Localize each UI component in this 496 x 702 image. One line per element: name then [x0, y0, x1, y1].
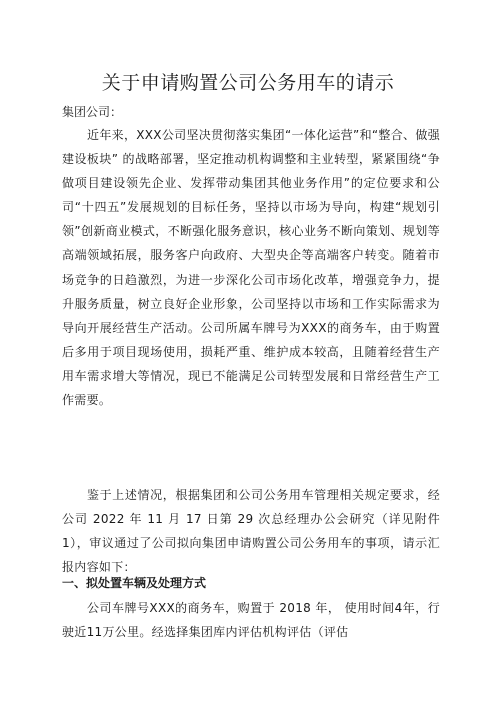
section-paragraph: 公司车牌号XXX的商务车，购置于 2018 年， 使用时间4年，行驶近11万公里。经选择集团库内评估机构评估（评估 — [62, 601, 440, 640]
body-paragraph-2: 鉴于上述情况，根据集团和公司公务用车管理相关规定要求，经公司 2022 年 11 月 17 日第 29 次总经理办公会研究（详见附件1），审议通过了公司拟向集团申请购置公司公务用车的事项，请示汇报内容如下： — [62, 488, 440, 575]
salutation: 集团公司： — [62, 105, 123, 119]
body-paragraph-1: 近年来，XXX公司坚决贯彻落实集团“一体化运营”和“整合、做强建设板块” 的战略部署，坚定推动机构调整和主业转型，紧紧围绕“争做项目建设领先企业、发挥带动集团其他业务作用”的定位要求和公司“十四五”发展规划的目标任务，坚持以市场为导向，构建“规划引领”创新商业模式，不断强化服务意识，核心业务不断向策划、规划等高端领域拓展，服务客户向政府、大型央企等高端客户转变。随着市场竞争的日趋激烈，为进一步深化公司市场化改革，增强竞争力，提升服务质量，树立良好企业形象，公司坚持以市场和工作实际需求为导向开展经营生产活动。公司所属车牌号为XXX的商务车，由于购置后多用于项目现场使用，损耗严重、维护成本较高，且随着经营生产用车需求增大等情况，现已不能满足公司转型发展和日常经营生产工作需要。 — [62, 128, 440, 408]
section-heading: 一、拟处置车辆及处理方式 — [62, 576, 207, 590]
document-title: 关于申请购置公司公务用车的请示 — [101, 72, 395, 94]
